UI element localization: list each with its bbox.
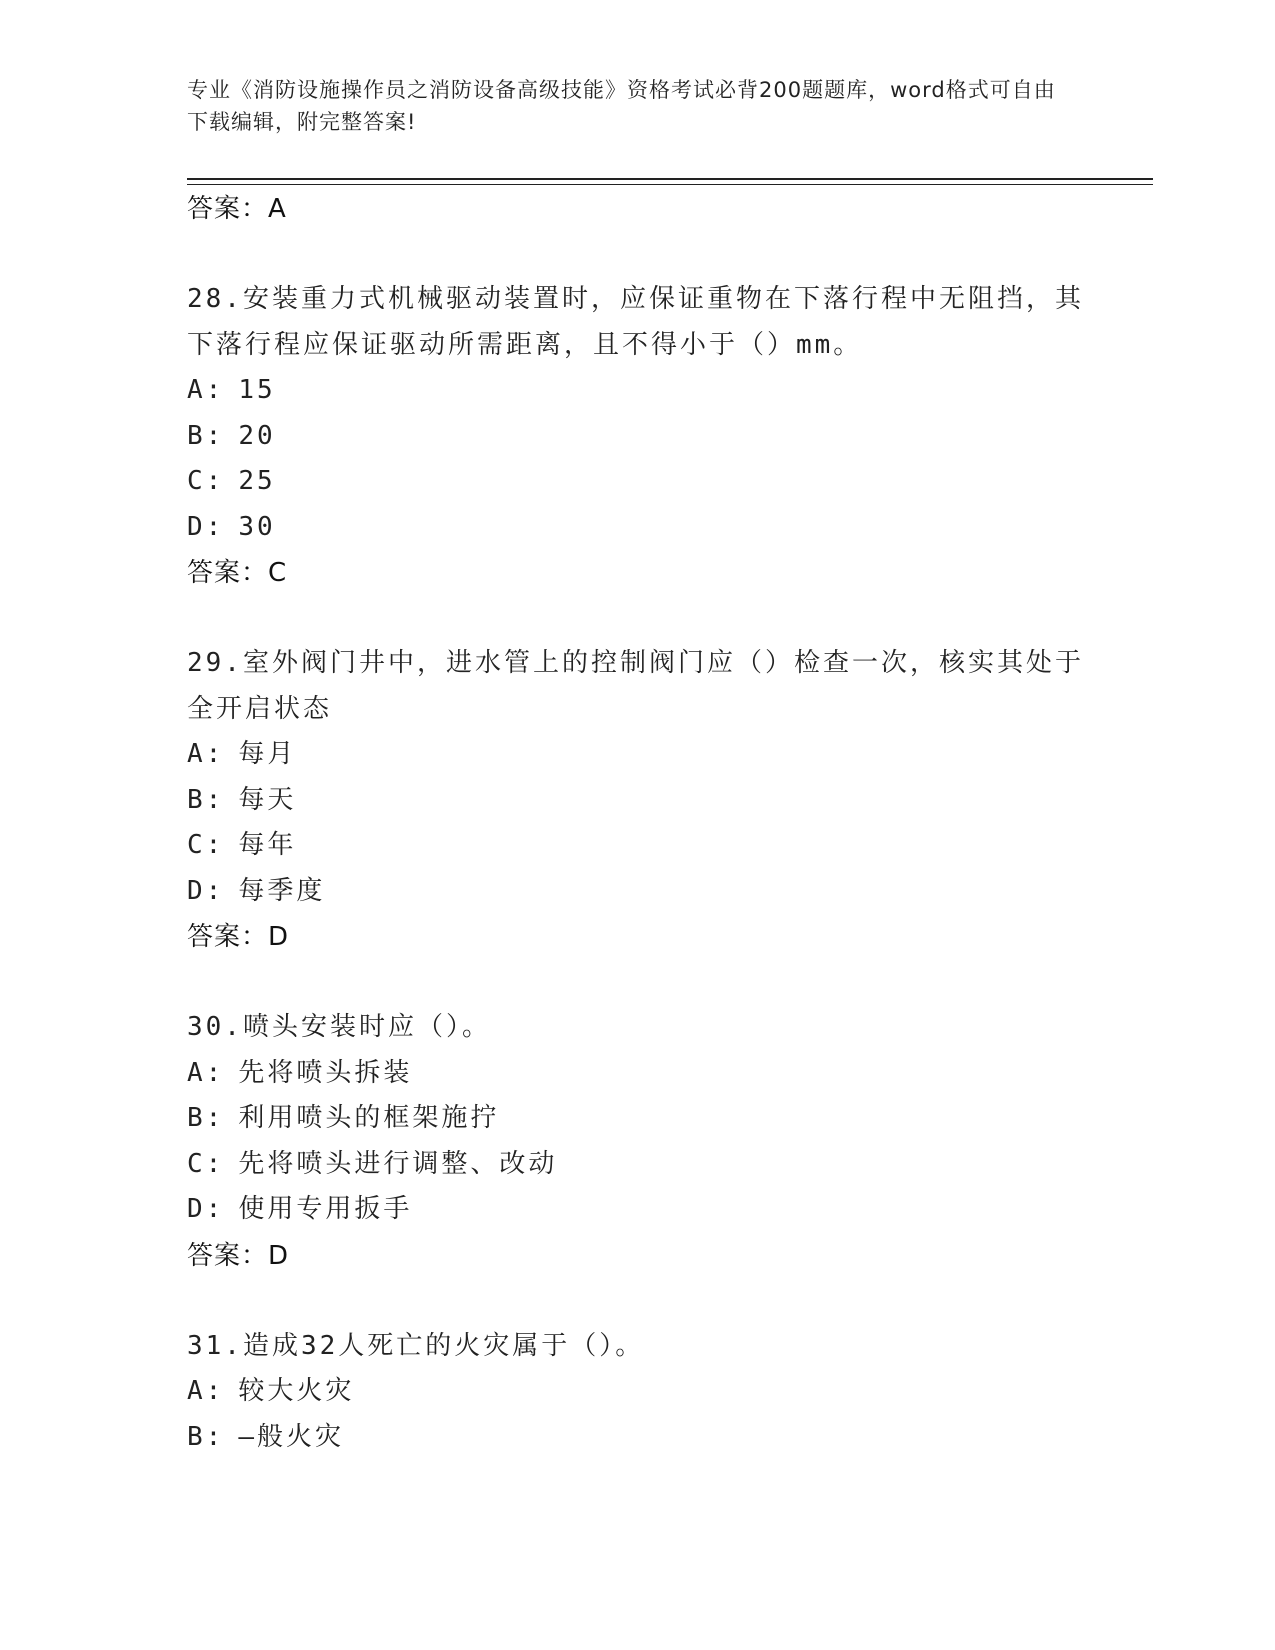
question-text: 31.造成32人死亡的火灾属于（）。 xyxy=(187,1330,645,1361)
option-b xyxy=(187,414,1087,460)
option-text: 30 xyxy=(238,511,276,542)
header-divider-thin xyxy=(187,184,1153,185)
option-key: C: xyxy=(187,1148,225,1179)
answer-line: 答案：D xyxy=(187,922,290,952)
question-text: 30.喷头安装时应（）。 xyxy=(187,1012,491,1042)
option-c xyxy=(187,823,1087,869)
option-key: A: xyxy=(187,1376,225,1406)
option-text: 利用喷头的框架施拧 xyxy=(238,1103,500,1133)
spacer xyxy=(187,960,1087,1005)
option-text: 20 xyxy=(238,420,276,451)
option-key: D: xyxy=(187,511,225,542)
option-key: C: xyxy=(187,830,225,860)
option-text: 较大火灾 xyxy=(238,1376,355,1406)
option-key: B: xyxy=(187,1103,225,1133)
header-divider xyxy=(187,178,1153,180)
answer-line: 答案：C xyxy=(187,558,288,588)
option-key: B: xyxy=(187,784,225,815)
option-key: A: xyxy=(187,1057,225,1088)
spacer xyxy=(187,596,1087,641)
option-key: D: xyxy=(187,1194,225,1224)
option-key: D: xyxy=(187,875,225,906)
question-text: 28.安装重力式机械驱动装置时，应保证重物在下落行程中无阻挡，其下落行程应保证驱动所需距离，且不得小于（）mm。 xyxy=(187,284,1084,360)
option-a xyxy=(187,1369,1087,1415)
option-text: 每季度 xyxy=(238,875,326,906)
question-list xyxy=(187,186,1087,1460)
spacer xyxy=(187,1279,1087,1324)
answer-line: 答案：D xyxy=(187,1240,290,1271)
option-text: 25 xyxy=(238,466,276,496)
question-text: 29.室外阀门井中，进水管上的控制阀门应（）检查一次，核实其处于全开启状态 xyxy=(187,648,1084,724)
option-b xyxy=(187,1415,1087,1461)
option-text: 先将喷头拆装 xyxy=(238,1057,413,1088)
option-text: 每年 xyxy=(238,830,297,860)
option-text: 每天 xyxy=(238,784,297,815)
option-text: 15 xyxy=(238,375,276,405)
option-d xyxy=(187,505,1087,551)
answer-line: 答案：A xyxy=(187,194,287,224)
option-d xyxy=(187,869,1087,915)
option-b xyxy=(187,778,1087,824)
option-key: A: xyxy=(187,375,225,405)
option-c xyxy=(187,459,1087,505)
option-b xyxy=(187,1096,1087,1142)
option-c xyxy=(187,1142,1087,1188)
spacer xyxy=(187,232,1087,277)
document-header: 专业《消防设施操作员之消防设备高级技能》资格考试必背200题题库，word格式可自由下载编辑，附完整答案! xyxy=(187,78,1056,134)
option-a xyxy=(187,368,1087,414)
option-key: B: xyxy=(187,1421,225,1452)
option-text: 使用专用扳手 xyxy=(238,1194,413,1224)
option-key: A: xyxy=(187,739,225,769)
option-key: B: xyxy=(187,420,225,451)
option-text: 先将喷头进行调整、改动 xyxy=(238,1148,558,1179)
option-text: 每月 xyxy=(238,739,297,769)
option-text: —般火灾 xyxy=(238,1421,344,1452)
option-key: C: xyxy=(187,466,225,496)
option-a xyxy=(187,1051,1087,1097)
option-a xyxy=(187,732,1087,778)
option-d xyxy=(187,1187,1087,1233)
